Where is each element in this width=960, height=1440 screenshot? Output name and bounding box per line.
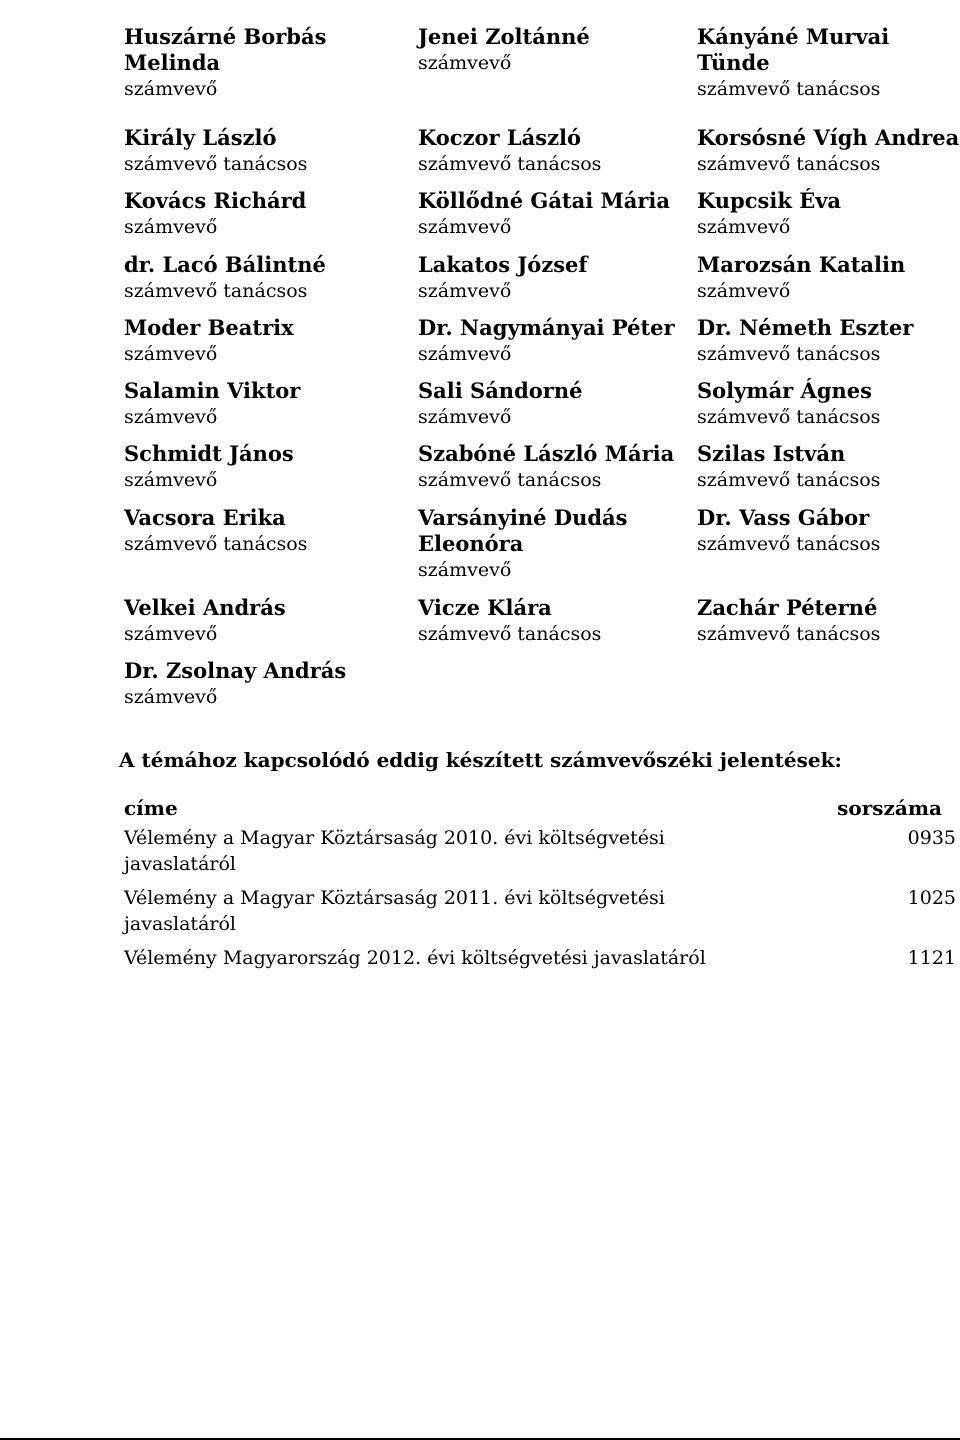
- staff-name: Lakatos József: [418, 252, 588, 277]
- staff-name: Dr. Németh Eszter: [697, 315, 914, 340]
- staff-role: számvevő: [124, 623, 218, 645]
- staff-name: Kovács Richárd: [124, 188, 307, 213]
- staff-name: Dr. Nagymányai Péter: [418, 315, 675, 340]
- staff-name: dr. Lacó Bálintné: [124, 252, 326, 277]
- report-number: 1025: [907, 887, 956, 909]
- reports-table-body: [124, 825, 956, 971]
- staff-name: Dr. Zsolnay András: [124, 658, 347, 683]
- staff-role: számvevő: [124, 343, 218, 365]
- staff-role: számvevő tanácsos: [697, 623, 881, 645]
- staff-name: Zachár Péterné: [697, 595, 878, 620]
- column-header-number: sorszáma: [837, 796, 942, 820]
- report-title: Vélemény Magyarország 2012. évi költségvetési javaslatáról: [124, 947, 706, 969]
- staff-entry: [418, 24, 688, 125]
- staff-role: számvevő tanácsos: [418, 153, 602, 175]
- report-title: Vélemény a Magyar Köztársaság 2011. évi költségvetési javaslatáról: [124, 887, 665, 935]
- staff-entry: [124, 658, 404, 721]
- staff-role: számvevő: [697, 280, 791, 302]
- staff-role: számvevő tanácsos: [124, 280, 308, 302]
- staff-entry: [124, 252, 404, 315]
- staff-name: Szabóné László Mária: [418, 441, 675, 466]
- staff-role: számvevő tanácsos: [697, 469, 881, 491]
- staff-name: Huszárné Borbás Melinda: [124, 24, 327, 75]
- staff-entry: [124, 315, 404, 378]
- staff-entry: [697, 505, 959, 595]
- staff-entry: [697, 125, 959, 188]
- staff-entry: [697, 24, 959, 125]
- staff-name: Szilas István: [697, 441, 846, 466]
- staff-name: Sali Sándorné: [418, 378, 583, 403]
- report-number: 1121: [907, 947, 956, 969]
- staff-role: számvevő: [124, 406, 218, 428]
- staff-entry: [418, 378, 688, 441]
- staff-entry: [124, 125, 404, 188]
- staff-entry: [124, 595, 404, 658]
- staff-role: számvevő: [418, 280, 512, 302]
- report-row: [124, 825, 956, 877]
- staff-entry: [124, 188, 404, 252]
- report-number: 0935: [907, 827, 956, 849]
- staff-name: Koczor László: [418, 125, 581, 150]
- staff-role: számvevő: [418, 216, 512, 238]
- staff-entry: [418, 252, 688, 315]
- staff-role: számvevő tanácsos: [124, 153, 308, 175]
- staff-entry: [697, 252, 959, 315]
- staff-entry: [418, 125, 688, 188]
- staff-role: számvevő tanácsos: [697, 153, 881, 175]
- staff-name: Varsányiné Dudás Eleonóra: [418, 505, 628, 556]
- staff-name: Kupcsik Éva: [697, 188, 842, 213]
- staff-name: Solymár Ágnes: [697, 378, 872, 403]
- column-header-title: címe: [124, 796, 178, 820]
- staff-name: Moder Beatrix: [124, 315, 294, 340]
- staff-entry: [124, 24, 404, 125]
- reports-table-header: [124, 795, 956, 825]
- staff-role: számvevő: [124, 686, 218, 708]
- staff-role: számvevő: [418, 406, 512, 428]
- staff-entry: [124, 378, 404, 441]
- report-row: [124, 945, 956, 971]
- staff-role: számvevő: [418, 559, 512, 581]
- staff-name: Kányáné Murvai Tünde: [697, 24, 890, 75]
- staff-entry: [697, 595, 959, 658]
- staff-column-2: [418, 24, 688, 658]
- staff-role: számvevő tanácsos: [697, 78, 881, 100]
- staff-name: Korsósné Vígh Andrea: [697, 125, 960, 150]
- staff-column-1: [124, 24, 404, 721]
- staff-entry: [697, 378, 959, 441]
- staff-role: számvevő: [124, 78, 218, 100]
- staff-entry: [418, 505, 688, 595]
- staff-entry: [697, 315, 959, 378]
- staff-role: számvevő tanácsos: [697, 343, 881, 365]
- staff-name: Schmidt János: [124, 441, 294, 466]
- staff-entry: [124, 505, 404, 595]
- staff-entry: [697, 441, 959, 505]
- staff-column-3: [697, 24, 959, 658]
- staff-name: Király László: [124, 125, 277, 150]
- staff-entry: [418, 441, 688, 505]
- staff-name: Vicze Klára: [418, 595, 552, 620]
- staff-role: számvevő tanácsos: [124, 533, 308, 555]
- staff-role: számvevő: [124, 469, 218, 491]
- staff-name: Jenei Zoltánné: [418, 24, 590, 49]
- staff-entry: [418, 315, 688, 378]
- staff-role: számvevő: [124, 216, 218, 238]
- staff-name: Marozsán Katalin: [697, 252, 906, 277]
- staff-name: Vacsora Erika: [124, 505, 286, 530]
- staff-entry: [418, 595, 688, 658]
- staff-name: Velkei András: [124, 595, 286, 620]
- staff-name: Dr. Vass Gábor: [697, 505, 870, 530]
- report-row: [124, 885, 956, 937]
- staff-entry: [124, 441, 404, 505]
- reports-table: [124, 795, 956, 971]
- staff-name: Salamin Viktor: [124, 378, 301, 403]
- staff-role: számvevő tanácsos: [697, 406, 881, 428]
- reports-heading: A témához kapcsolódó eddig készített számvevőszéki jelentések:: [119, 748, 842, 772]
- staff-role: számvevő tanácsos: [418, 623, 602, 645]
- staff-role: számvevő tanácsos: [697, 533, 881, 555]
- staff-entry: [418, 188, 688, 252]
- staff-role: számvevő: [697, 216, 791, 238]
- report-title: Vélemény a Magyar Köztársaság 2010. évi költségvetési javaslatáról: [124, 827, 665, 875]
- staff-role: számvevő: [418, 343, 512, 365]
- staff-role: számvevő tanácsos: [418, 469, 602, 491]
- staff-entry: [697, 188, 959, 252]
- staff-role: számvevő: [418, 52, 512, 74]
- staff-name: Köllődné Gátai Mária: [418, 188, 671, 213]
